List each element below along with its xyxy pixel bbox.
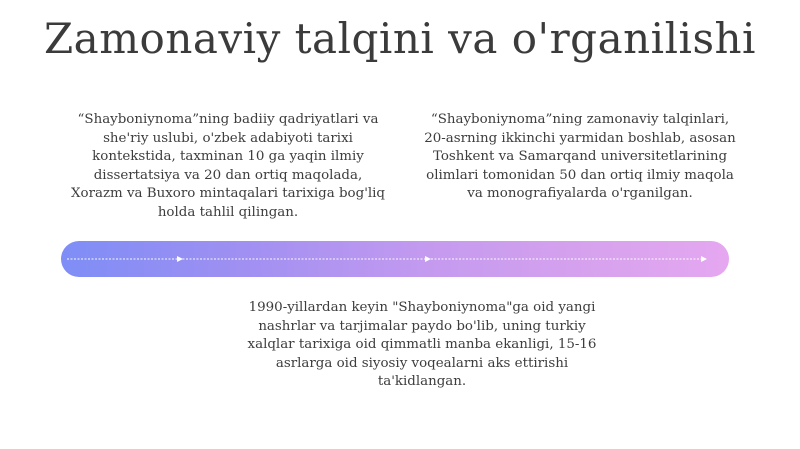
text-block-top-left: “Shayboniynoma”ning badiiy qadriyatlari va she'riy uslubi, o'zbek adabiyoti tarixi kontekstida, taxminan 10 ga yaqin ilmiy dissertatsiya va 20 dan ortiq maqolada, Xorazm va Buxoro mintaqalari tarixiga bog'liq holda tahlil qilingan.: [70, 112, 386, 220]
timeline-line: [61, 241, 729, 277]
timeline-bar: [61, 241, 729, 277]
page-title: Zamonaviy talqini va o'rganilishi: [43, 14, 756, 63]
arrow-right-icon: [177, 256, 183, 262]
text-block-bottom: 1990-yillardan keyin "Shayboniynoma"ga oid yangi nashrlar va tarjimalar paydo bo'lib, uning turkiy xalqlar tarixiga oid qimmatli manba ekanligi, 15-16 asrlarga oid siyosiy voqealarni aks ettirishi ta'kidlangan.: [247, 300, 597, 389]
arrow-right-icon: [425, 256, 431, 262]
arrow-right-icon: [701, 256, 707, 262]
text-block-top-right: “Shayboniynoma”ning zamonaviy talqinlari, 20-asrning ikkinchi yarmidan boshlab, asosan Toshkent va Samarqand universitetlarining olimlari tomonidan 50 dan ortiq ilmiy maqola va monografiyalarda o'rganilgan.: [424, 112, 736, 201]
